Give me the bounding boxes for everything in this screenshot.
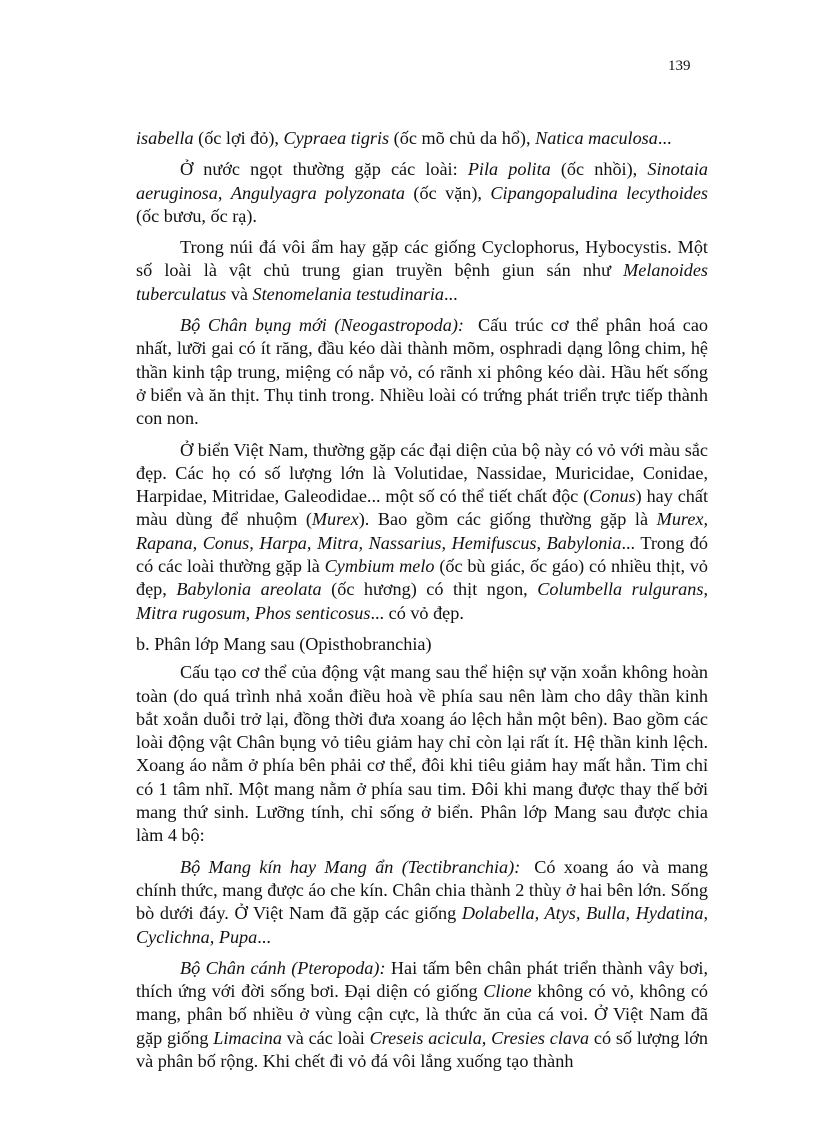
- paragraph-6: Cấu tạo cơ thể của động vật mang sau thể hiện sự vặn xoắn không hoàn toàn (do quá trình nhả xoắn điều hoà về phía sau nên làm cho dây thần kinh bắt xoắn duỗi trở lại, đồng thời đưa xoang áo lệch hẳn một bên). Bao gồm các loài động vật Chân bụng vỏ tiêu giảm hay chỉ còn lại rất ít. Hệ thần kinh lệch. Xoang áo nằm ở phía bên phải cơ thể, đôi khi tiêu giảm hay mất hẳn. Tim chỉ có 1 tâm nhĩ. Một mang nằm ở phía sau tim. Đôi khi mang được thay thế bởi mang thứ sinh. Lưỡng tính, chỉ sống ở biển. Phân lớp Mang sau được chia làm 4 bộ:: [136, 662, 708, 846]
- page-body: [136, 127, 708, 1081]
- paragraph-tectibranchia: Bộ Mang kín hay Mang ẩn (Tectibranchia): Có xoang áo và mang chính thức, mang được áo che kín. Chân chia thành 2 thùy ở hai bên lớn. Sống bò dưới đáy. Ở Việt Nam đã gặp các giống Dolabella, Atys, Bulla, Hydatina, Cyclichna, Pupa...: [136, 856, 708, 947]
- paragraph-neogastropoda: Bộ Chân bụng mới (Neogastropoda): Cấu trúc cơ thể phân hoá cao nhất, lưỡi gai có ít răng, đầu kéo dài thành mõm, osphradi dạng lông chim, hệ thần kinh tập trung, miệng có nắp vỏ, có rãnh xi phông kéo dài. Hầu hết sống ở biển và ăn thịt. Thụ tinh trong. Nhiều loài có trứng phát triển trực tiếp thành con non.: [136, 315, 709, 429]
- page-number: 139: [668, 58, 691, 74]
- subsection-heading: b. Phân lớp Mang sau (Opisthobranchia): [136, 633, 432, 654]
- paragraph-5: Ở biển Việt Nam, thường gặp các đại diện của bộ này có vỏ với màu sắc đẹp. Các họ có số lượng lớn là Volutidae, Nassidae, Muricidae, Conidae, Harpidae, Mitridae, Galeodidae... một số có thể tiết chất độc (Conus) hay chất màu dùng để nhuộm (Murex). Bao gồm các giống thường gặp là Murex, Rapana, Conus, Harpa, Mitra, Nassarius, Hemifuscus, Babylonia... Trong đó có các loài thường gặp là Cymbium melo (ốc bù giác, ốc gáo) có nhiều thịt, vỏ đẹp, Babylonia areolata (ốc hương) có thịt ngon, Columbella rulgurans, Mitra rugosum, Phos senticosus... có vỏ đẹp.: [136, 439, 709, 623]
- paragraph-pteropoda: Bộ Chân cánh (Pteropoda): Hai tấm bên chân phát triển thành vây bơi, thích ứng với đời sống bơi. Đại diện có giống Clione không có vỏ, không có mang, phân bố nhiều ở vùng cận cực, là thức ăn của cá voi. Ở Việt Nam đã gặp giống Limacina và các loài Creseis acicula, Cresies clava có số lượng lớn và phân bố rộng. Khi chết đi vỏ đá vôi lắng xuống tạo thành: [136, 957, 708, 1071]
- section-title-tectibranchia: Bộ Mang kín hay Mang ẩn (Tectibranchia):: [180, 856, 521, 877]
- paragraph-3: Trong núi đá vôi ẩm hay gặp các giống Cyclophorus, Hybocystis. Một số loài là vật chủ trung gian truyền bệnh giun sán như Melanoides tuberculatus và Stenomelania testudinaria...: [136, 237, 708, 304]
- paragraph-1: isabella (ốc lợi đỏ), Cypraea tigris (ốc mõ chủ da hổ), Natica maculosa...: [136, 128, 672, 148]
- paragraph-2: Ở nước ngọt thường gặp các loài: Pila polita (ốc nhồi), Sinotaia aeruginosa, Angulyagra polyzonata (ốc vặn), Cipangopaludina lecythoides (ốc bươu, ốc rạ).: [136, 159, 708, 226]
- section-title-neogastropoda: Bộ Chân bụng mới (Neogastropoda):: [180, 315, 464, 336]
- section-title-pteropoda: Bộ Chân cánh (Pteropoda):: [180, 957, 386, 978]
